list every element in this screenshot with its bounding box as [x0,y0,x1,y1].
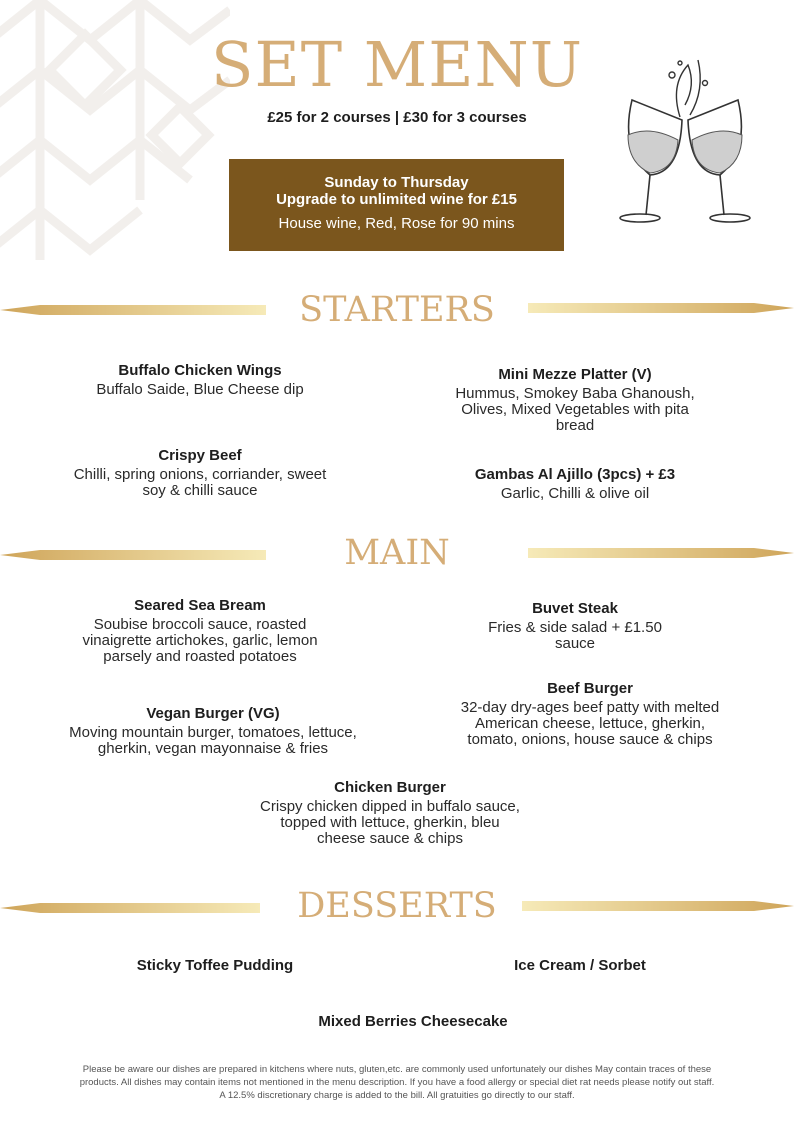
dish-name: Chicken Burger [334,779,446,796]
dish-buvet-steak [420,600,730,652]
dish-seared-sea-bream [38,597,362,665]
dish-name: Seared Sea Bream [134,597,266,614]
promo-box [229,159,564,251]
dish-name: Gambas Al Ajillo (3pcs) + £3 [474,466,676,483]
page-title: SET MENU [210,28,584,101]
dish-crispy-beef [40,447,360,499]
footer-line-3: A 12.5% discretionary charge is added to the bill. All gratuities go directly to our staff. [219,1090,575,1101]
footer-line-1: Please be aware our dishes are prepared in kitchens where nuts, gluten,etc. are commonly used unfortunately our dishes May contain traces of these [82,1064,712,1075]
price-info: £25 for 2 courses | £30 for 3 courses [267,109,527,126]
footer-line-2: products. All dishes may contain items not mentioned in the menu description. If you have a food allergy or special diet rat needs please notify out staff. [79,1077,715,1088]
divider-right-starters [528,303,794,313]
dish-desc: Soubise broccoli sauce, roasted vinaigrette artichokes, garlic, lemon parsely and roasted potatoes [82,616,318,665]
dish-name: Buvet Steak [532,600,618,617]
dish-gambas-al-ajillo [420,466,730,502]
dish-desc: Chilli, spring onions, corriander, sweet soy & chilli sauce [73,466,327,499]
dish-beef-burger [420,680,760,748]
dish-desc: Crispy chicken dipped in buffalo sauce, topped with lettuce, gherkin, bleu cheese sauce & chips [260,798,520,847]
dish-desc: Fries & side salad + £1.50 sauce [488,619,662,652]
promo-offer: Upgrade to unlimited wine for £15 [276,191,517,208]
section-title-desserts: DESSERTS [297,886,497,926]
wine-glasses-icon [610,55,760,230]
dish-desc: Hummus, Smokey Baba Ghanoush, Olives, Mixed Vegetables with pita bread [455,385,695,434]
divider-right-main [528,548,794,558]
dish-ice-cream-sorbet [450,957,710,974]
dish-name: Sticky Toffee Pudding [136,957,294,974]
dish-buffalo-chicken-wings [40,362,360,398]
section-title-starters: STARTERS [299,290,495,330]
dish-mixed-berries-cheesecake [260,1013,566,1030]
dish-vegan-burger [30,705,396,757]
dish-desc: 32-day dry-ages beef patty with melted American cheese, lettuce, gherkin, tomato, onions, house sauce & chips [460,699,720,748]
section-title-main: MAIN [344,533,450,573]
dish-name: Beef Burger [547,680,633,697]
dish-name: Mixed Berries Cheesecake [318,1013,508,1030]
dish-desc: Garlic, Chilli & olive oil [500,485,650,502]
dish-name: Buffalo Chicken Wings [118,362,282,379]
dish-mini-mezze-platter [420,366,730,434]
dish-sticky-toffee-pudding [80,957,350,974]
promo-details: House wine, Red, Rose for 90 mins [278,215,515,232]
dish-chicken-burger [220,779,560,847]
divider-right-desserts [522,901,794,911]
dish-desc: Buffalo Saide, Blue Cheese dip [96,381,304,398]
dish-name: Vegan Burger (VG) [146,705,280,722]
dish-name: Mini Mezze Platter (V) [498,366,652,383]
allergy-notice [40,1063,754,1102]
dish-name: Ice Cream / Sorbet [514,957,646,974]
dish-desc: Moving mountain burger, tomatoes, lettuce, gherkin, vegan mayonnaise & fries [69,724,357,757]
promo-days: Sunday to Thursday [324,174,469,191]
dish-name: Crispy Beef [158,447,242,464]
